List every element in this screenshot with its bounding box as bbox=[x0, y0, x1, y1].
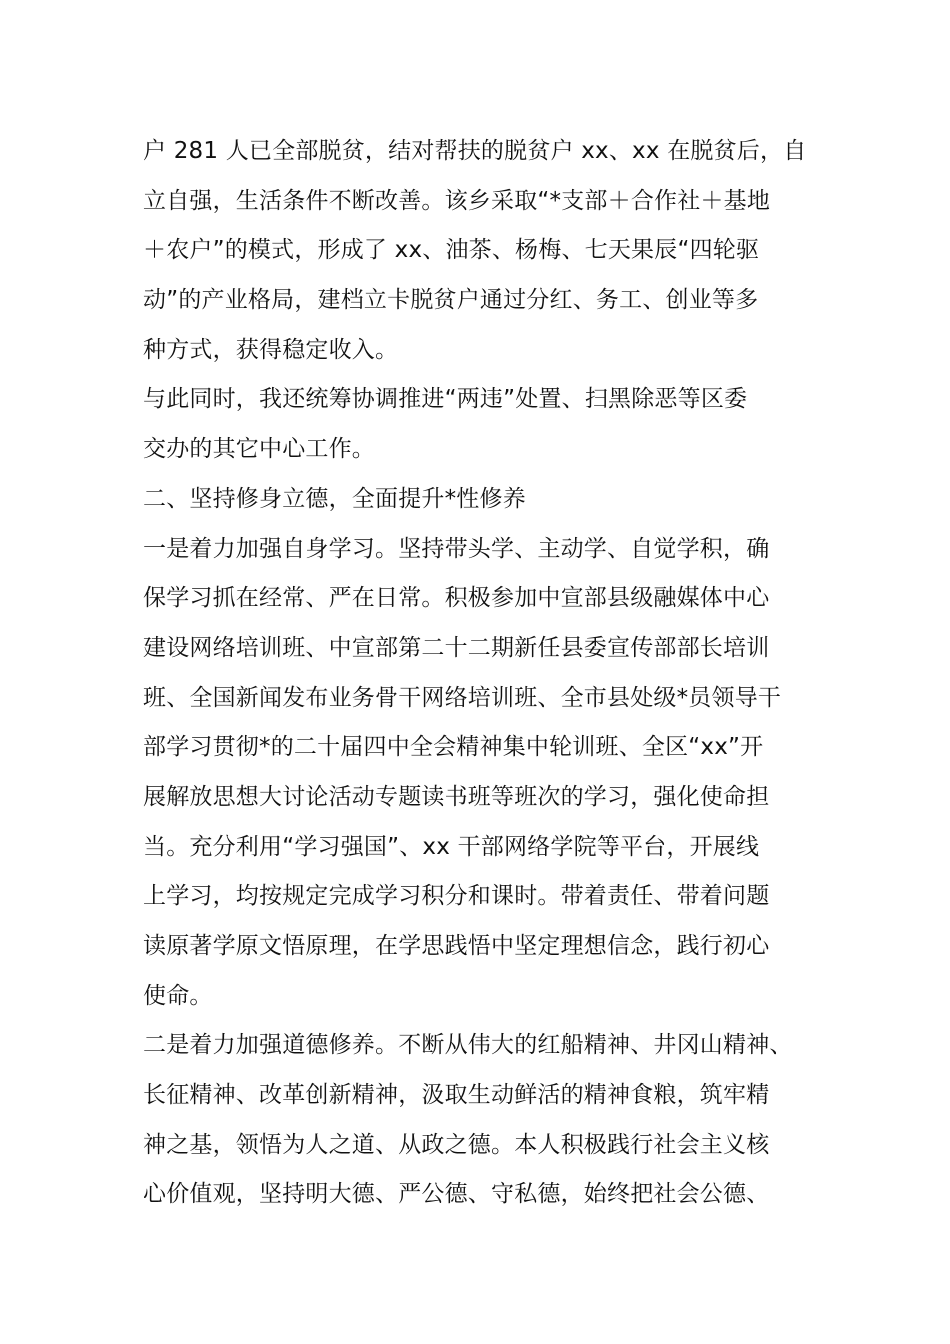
text-line: 二是着力加强道德修养。不断从伟大的红船精神、井冈山精神、 bbox=[143, 1032, 793, 1059]
text-line: ＋农户”的模式，形成了 xx、油茶、杨梅、七天果辰“四轮驱 bbox=[143, 237, 760, 264]
text-line: 长征精神、改革创新精神，汲取生动鲜活的精神食粮，筑牢精 bbox=[143, 1082, 770, 1109]
text-line: 种方式，获得稳定收入。 bbox=[143, 336, 399, 363]
text-line: 动”的产业格局，建档立卡脱贫户通过分红、务工、创业等多 bbox=[143, 287, 759, 314]
text-line: 班、全国新闻发布业务骨干网络培训班、全市县处级*员领导干 bbox=[143, 684, 782, 711]
text-line: 户 281 人已全部脱贫，结对帮扶的脱贫户 xx、xx 在脱贫后，自 bbox=[143, 138, 807, 164]
section-heading: 二、坚持修身立德，全面提升*性修养 bbox=[143, 485, 526, 512]
text-line: 当。充分利用“学习强国”、xx 干部网络学院等平台，开展线 bbox=[143, 833, 760, 860]
text-line: 建设网络培训班、中宣部第二十二期新任县委宣传部部长培训 bbox=[143, 634, 770, 661]
text-line: 心价值观，坚持明大德、严公德、守私德，始终把社会公德、 bbox=[143, 1181, 770, 1208]
text-line: 神之基，领悟为人之道、从政之德。本人积极践行社会主义核 bbox=[143, 1131, 770, 1158]
text-line: 展解放思想大讨论活动专题读书班等班次的学习，强化使命担 bbox=[143, 783, 770, 810]
text-line: 读原著学原文悟原理，在学思践悟中坚定理想信念，践行初心 bbox=[143, 933, 770, 959]
document-body bbox=[143, 127, 813, 1220]
text-line: 一是着力加强自身学习。坚持带头学、主动学、自觉学积，确 bbox=[143, 535, 770, 562]
text-line: 保学习抓在经常、严在日常。积极参加中宣部县级融媒体中心 bbox=[143, 585, 770, 612]
text-line: 与此同时，我还统筹协调推进“两违”处置、扫黑除恶等区委 bbox=[143, 386, 748, 413]
text-line: 使命。 bbox=[143, 982, 213, 1009]
text-line: 部学习贯彻*的二十届四中全会精神集中轮训班、全区“xx”开 bbox=[143, 734, 764, 761]
text-line: 交办的其它中心工作。 bbox=[143, 436, 375, 463]
text-line: 上学习，均按规定完成学习积分和课时。带着责任、带着问题 bbox=[143, 883, 770, 910]
text-line: 立自强，生活条件不断改善。该乡采取“*支部＋合作社＋基地 bbox=[143, 187, 771, 214]
